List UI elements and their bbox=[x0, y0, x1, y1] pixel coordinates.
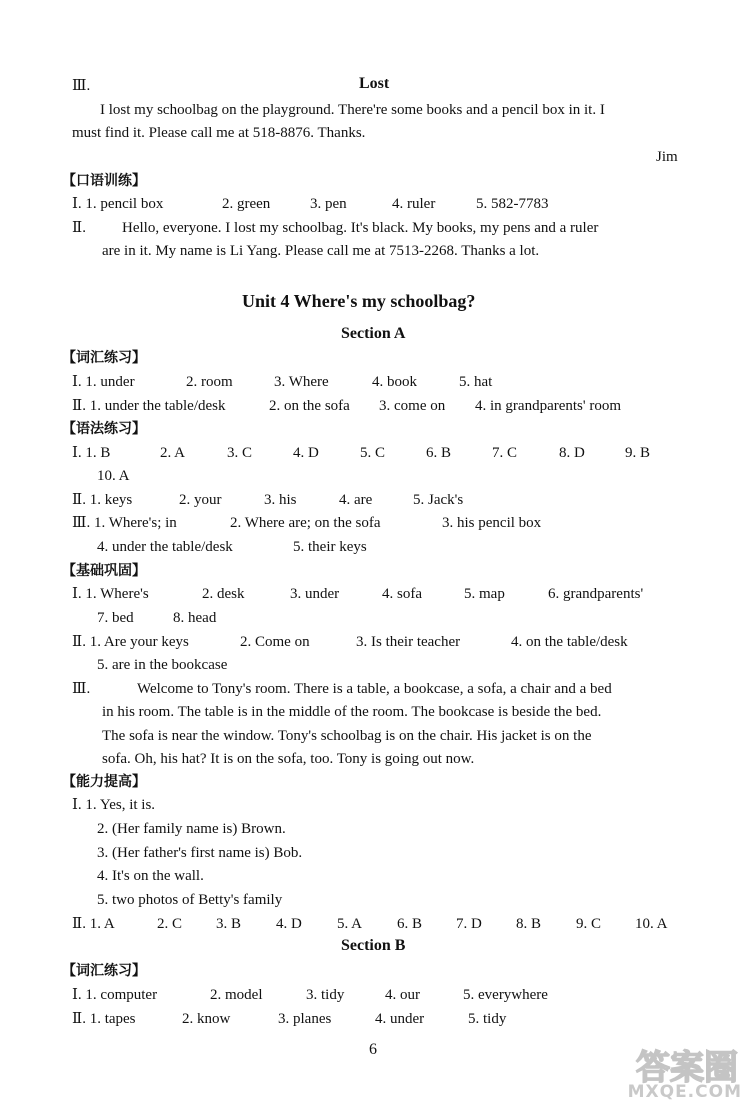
answer-cell: 3. C bbox=[227, 445, 253, 461]
watermark-logo-text: 答案圈 bbox=[636, 1048, 738, 1088]
answer-paragraph-line: are in it. My name is Li Yang. Please call me at 7513-2268. Thanks a lot. bbox=[102, 243, 540, 259]
answer-row bbox=[72, 194, 549, 214]
answer-cell: Ⅱ. 1. Are your keys bbox=[72, 634, 189, 650]
answer-cell: 5. map bbox=[464, 586, 505, 602]
answer-paragraph-line: The sofa is near the window. Tony's schoolbag is on the chair. His jacket is on the bbox=[102, 728, 592, 744]
answer-cell: 3. his pencil box bbox=[442, 515, 542, 531]
section-header-vocab: 【词汇练习】 bbox=[62, 963, 146, 979]
answer-cell: 3. under bbox=[290, 586, 340, 602]
notice-body-line: must find it. Please call me at 518-8876. Thanks. bbox=[72, 125, 366, 141]
answer-cell: 3. planes bbox=[278, 1011, 332, 1027]
answer-cell: 5. 582-7783 bbox=[476, 196, 549, 212]
answer-row bbox=[72, 1009, 506, 1029]
answer-row bbox=[72, 372, 492, 392]
section-header-grammar: 【语法练习】 bbox=[62, 421, 146, 437]
notice-body-line: I lost my schoolbag on the playground. There're some books and a pencil box in it. I bbox=[100, 102, 605, 118]
unit-title: Unit 4 Where's my schoolbag? bbox=[242, 291, 476, 311]
part-label: Ⅲ. bbox=[72, 78, 91, 94]
answer-cell: 5. everywhere bbox=[463, 987, 548, 1003]
answer-cell: 5. tidy bbox=[468, 1011, 507, 1027]
answer-cell: 4. under the table/desk bbox=[97, 539, 233, 555]
answer-cell: Ⅱ. 1. keys bbox=[72, 492, 133, 508]
answer-cell: 4. on the table/desk bbox=[511, 634, 628, 650]
answer-cell: 2. A bbox=[160, 445, 186, 461]
answer-cell: 3. come on bbox=[379, 398, 446, 414]
answer-cell: Ⅱ. 1. under the table/desk bbox=[72, 398, 226, 414]
answer-cell: 10. A bbox=[97, 468, 130, 484]
answer-cell: 9. C bbox=[576, 916, 602, 932]
section-header-ability: 【能力提高】 bbox=[62, 774, 146, 790]
answer-cell: Ⅰ. 1. under bbox=[72, 374, 135, 390]
notice-title: Lost bbox=[359, 75, 390, 92]
answer-cell: 5. A bbox=[337, 916, 363, 932]
answer-row bbox=[97, 537, 367, 557]
answer-cell: 7. C bbox=[492, 445, 518, 461]
answer-paragraph-line: sofa. Oh, his hat? It is on the sofa, too. Tony is going out now. bbox=[102, 751, 475, 767]
answer-row bbox=[72, 914, 668, 934]
answer-row bbox=[72, 396, 621, 416]
answer-cell: 3. B bbox=[216, 916, 242, 932]
answer-cell: 2. on the sofa bbox=[269, 398, 350, 414]
notice-signature: Jim bbox=[656, 149, 678, 165]
answer-label: Ⅲ. bbox=[72, 681, 91, 697]
answer-cell: Ⅰ. 1. pencil box bbox=[72, 196, 164, 212]
section-header-basics: 【基础巩固】 bbox=[62, 563, 146, 579]
answer-cell: 4. book bbox=[372, 374, 417, 390]
answer-cell: 7. D bbox=[456, 916, 482, 932]
answer-cell: 4. under bbox=[375, 1011, 425, 1027]
watermark-url: MXQE.COM bbox=[627, 1082, 742, 1102]
answer-cell: 4. our bbox=[385, 987, 420, 1003]
section-header-vocab: 【词汇练习】 bbox=[62, 350, 146, 366]
answer-cell: 2. desk bbox=[202, 586, 245, 602]
answer-cell: 6. grandparents' bbox=[548, 586, 644, 602]
answer-row bbox=[72, 584, 643, 604]
answer-row bbox=[72, 490, 463, 510]
answer-cell: 3. Is their teacher bbox=[356, 634, 461, 650]
answer-cell: 2. C bbox=[157, 916, 183, 932]
answer-item: 4. It's on the wall. bbox=[97, 868, 204, 884]
answer-cell: Ⅱ. 1. A bbox=[72, 916, 115, 932]
answer-cell: Ⅰ. 1. Where's bbox=[72, 586, 149, 602]
answer-cell: 5. Jack's bbox=[413, 492, 464, 508]
answer-cell: 8. D bbox=[559, 445, 585, 461]
answer-row bbox=[72, 443, 650, 463]
answer-cell: 5. are in the bookcase bbox=[97, 657, 228, 673]
section-title-b: Section B bbox=[341, 937, 406, 954]
answer-cell: Ⅲ. 1. Where's; in bbox=[72, 515, 177, 531]
answer-cell: 6. B bbox=[397, 916, 423, 932]
answer-cell: Ⅰ. 1. B bbox=[72, 445, 111, 461]
answer-cell: 4. in grandparents' room bbox=[475, 398, 622, 414]
answer-cell: 3. Where bbox=[274, 374, 329, 390]
answer-row bbox=[72, 632, 628, 652]
answer-label: Ⅱ. bbox=[72, 220, 86, 236]
answer-cell: 6. B bbox=[426, 445, 452, 461]
answer-item: 5. two photos of Betty's family bbox=[97, 892, 283, 908]
answer-cell: 3. his bbox=[264, 492, 297, 508]
answer-row bbox=[72, 985, 548, 1005]
answer-cell: 2. know bbox=[182, 1011, 231, 1027]
answer-item: Ⅰ. 1. Yes, it is. bbox=[72, 797, 156, 813]
answer-cell: 2. Come on bbox=[240, 634, 310, 650]
answer-cell: 5. their keys bbox=[293, 539, 367, 555]
answer-cell: 4. ruler bbox=[392, 196, 436, 212]
answer-cell: 4. are bbox=[339, 492, 373, 508]
answer-paragraph-line: Welcome to Tony's room. There is a table, a bookcase, a sofa, a chair and a bed bbox=[137, 681, 612, 697]
answer-cell: 2. room bbox=[186, 374, 233, 390]
answer-row bbox=[97, 608, 216, 628]
answer-cell: 3. tidy bbox=[306, 987, 345, 1003]
answer-paragraph-line: Hello, everyone. I lost my schoolbag. It's black. My books, my pens and a ruler bbox=[122, 220, 599, 236]
answer-cell: Ⅰ. 1. computer bbox=[72, 987, 158, 1003]
answer-cell: 5. hat bbox=[459, 374, 493, 390]
section-header-oral: 【口语训练】 bbox=[62, 173, 146, 189]
answer-cell: 9. B bbox=[625, 445, 651, 461]
answer-row bbox=[72, 513, 541, 533]
answer-cell: 2. green bbox=[222, 196, 271, 212]
watermark-logo bbox=[612, 1040, 742, 1102]
answer-item: 2. (Her family name is) Brown. bbox=[97, 821, 286, 837]
answer-cell: 2. Where are; on the sofa bbox=[230, 515, 381, 531]
answer-paragraph-line: in his room. The table is in the middle of the room. The bookcase is beside the bed. bbox=[102, 704, 602, 720]
answer-cell: 2. your bbox=[179, 492, 222, 508]
answer-cell: Ⅱ. 1. tapes bbox=[72, 1011, 136, 1027]
answer-cell: 3. pen bbox=[310, 196, 347, 212]
answer-cell: 5. C bbox=[360, 445, 386, 461]
answer-item: 3. (Her father's first name is) Bob. bbox=[97, 845, 303, 861]
answer-cell: 2. model bbox=[210, 987, 263, 1003]
answer-cell: 4. D bbox=[276, 916, 302, 932]
answer-cell: 10. A bbox=[635, 916, 668, 932]
answer-cell: 8. head bbox=[173, 610, 217, 626]
section-title-a: Section A bbox=[341, 325, 406, 342]
answer-cell: 4. D bbox=[293, 445, 319, 461]
answer-cell: 4. sofa bbox=[382, 586, 422, 602]
answer-cell: 8. B bbox=[516, 916, 542, 932]
answer-cell: 7. bed bbox=[97, 610, 134, 626]
page-number: 6 bbox=[369, 1041, 377, 1058]
